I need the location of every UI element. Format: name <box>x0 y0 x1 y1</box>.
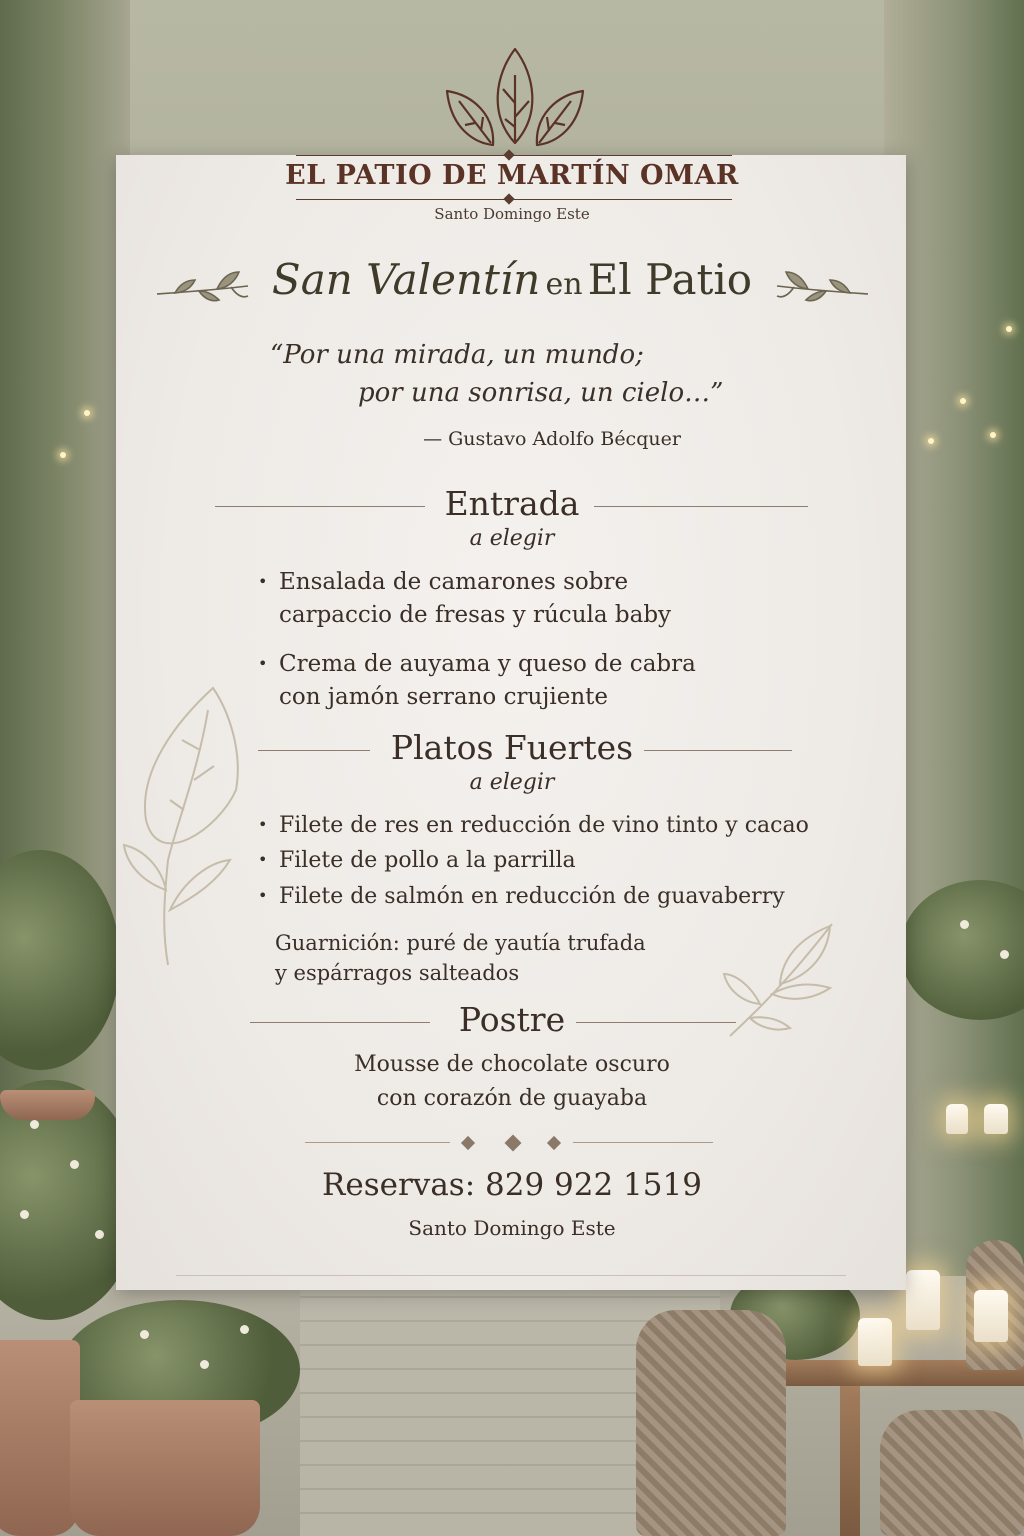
entrada-item <box>258 647 696 714</box>
right-sprig-icon <box>775 264 870 308</box>
entrada-item-line: con jamón serrano crujiente <box>279 684 609 710</box>
decorative-leaf-icon <box>118 680 248 970</box>
candle <box>974 1290 1008 1342</box>
bullet-icon: • <box>258 886 268 905</box>
quote-author: — Gustavo Adolfo Bécquer <box>423 428 681 450</box>
terracotta-pot <box>70 1400 260 1536</box>
platos-rule-right <box>644 750 792 751</box>
quote-line-1: “Por una mirada, un mundo; <box>270 340 644 370</box>
string-light <box>1006 326 1012 332</box>
bullet-icon: • <box>258 815 268 834</box>
title-en: en <box>545 267 583 302</box>
entrada-item <box>258 565 671 632</box>
leaves-logo-icon <box>445 45 585 155</box>
string-light <box>960 398 966 404</box>
bullet-icon: • <box>258 654 268 673</box>
brand-location: Santo Domingo Este <box>434 205 590 223</box>
entrada-item-line: Crema de auyama y queso de cabra <box>279 651 696 677</box>
quote-line-2: por una sonrisa, un cielo…” <box>358 378 724 408</box>
entrada-subtitle: a elegir <box>469 526 555 551</box>
wicker-chair <box>880 1410 1024 1536</box>
event-title <box>0 255 1024 304</box>
reservations-phone: Reservas: 829 922 1519 <box>322 1167 702 1203</box>
plato-item-text: Filete de pollo a la parrilla <box>279 848 576 873</box>
string-light <box>60 452 66 458</box>
postre-heading: Postre <box>458 1000 566 1039</box>
postre-rule-right <box>576 1022 736 1023</box>
plato-item-text: Filete de salmón en reducción de guavaberry <box>279 884 785 909</box>
terracotta-pot <box>0 1340 80 1536</box>
garnish-line: Guarnición: puré de yautía trufada <box>275 931 646 955</box>
bullet-icon: • <box>258 850 268 869</box>
string-light <box>84 410 90 416</box>
footer-location: Santo Domingo Este <box>408 1216 616 1240</box>
divider-left <box>305 1142 450 1143</box>
title-el-patio: El Patio <box>587 255 753 304</box>
plato-item-text: Filete de res en reducción de vino tinto y cacao <box>279 813 809 838</box>
plato-item <box>258 808 809 842</box>
entrada-item-line: carpaccio de fresas y rúcula baby <box>279 602 672 628</box>
platos-fuertes-subtitle: a elegir <box>469 770 555 795</box>
bullet-icon: • <box>258 572 268 591</box>
plato-item <box>258 879 785 913</box>
dessert-line: Mousse de chocolate oscuro <box>354 1052 670 1077</box>
candle <box>858 1318 892 1366</box>
divider-right <box>573 1142 713 1143</box>
dessert-text <box>0 1048 1024 1116</box>
entrada-heading: Entrada <box>444 484 580 523</box>
entrada-item-line: Ensalada de camarones sobre <box>279 569 629 595</box>
table-leg <box>840 1386 860 1536</box>
platos-fuertes-heading: Platos Fuertes <box>390 728 634 767</box>
plato-item <box>258 843 576 877</box>
title-san-valentin: San Valentín <box>271 255 541 304</box>
entrada-rule-right <box>594 506 808 507</box>
brand-name: EL PATIO DE MARTÍN OMAR <box>285 160 739 191</box>
candle <box>906 1270 940 1330</box>
garnish-text <box>275 928 646 988</box>
dessert-line: con corazón de guayaba <box>376 1086 648 1111</box>
wicker-chair <box>636 1310 786 1536</box>
garnish-line: y espárragos salteados <box>275 961 520 985</box>
